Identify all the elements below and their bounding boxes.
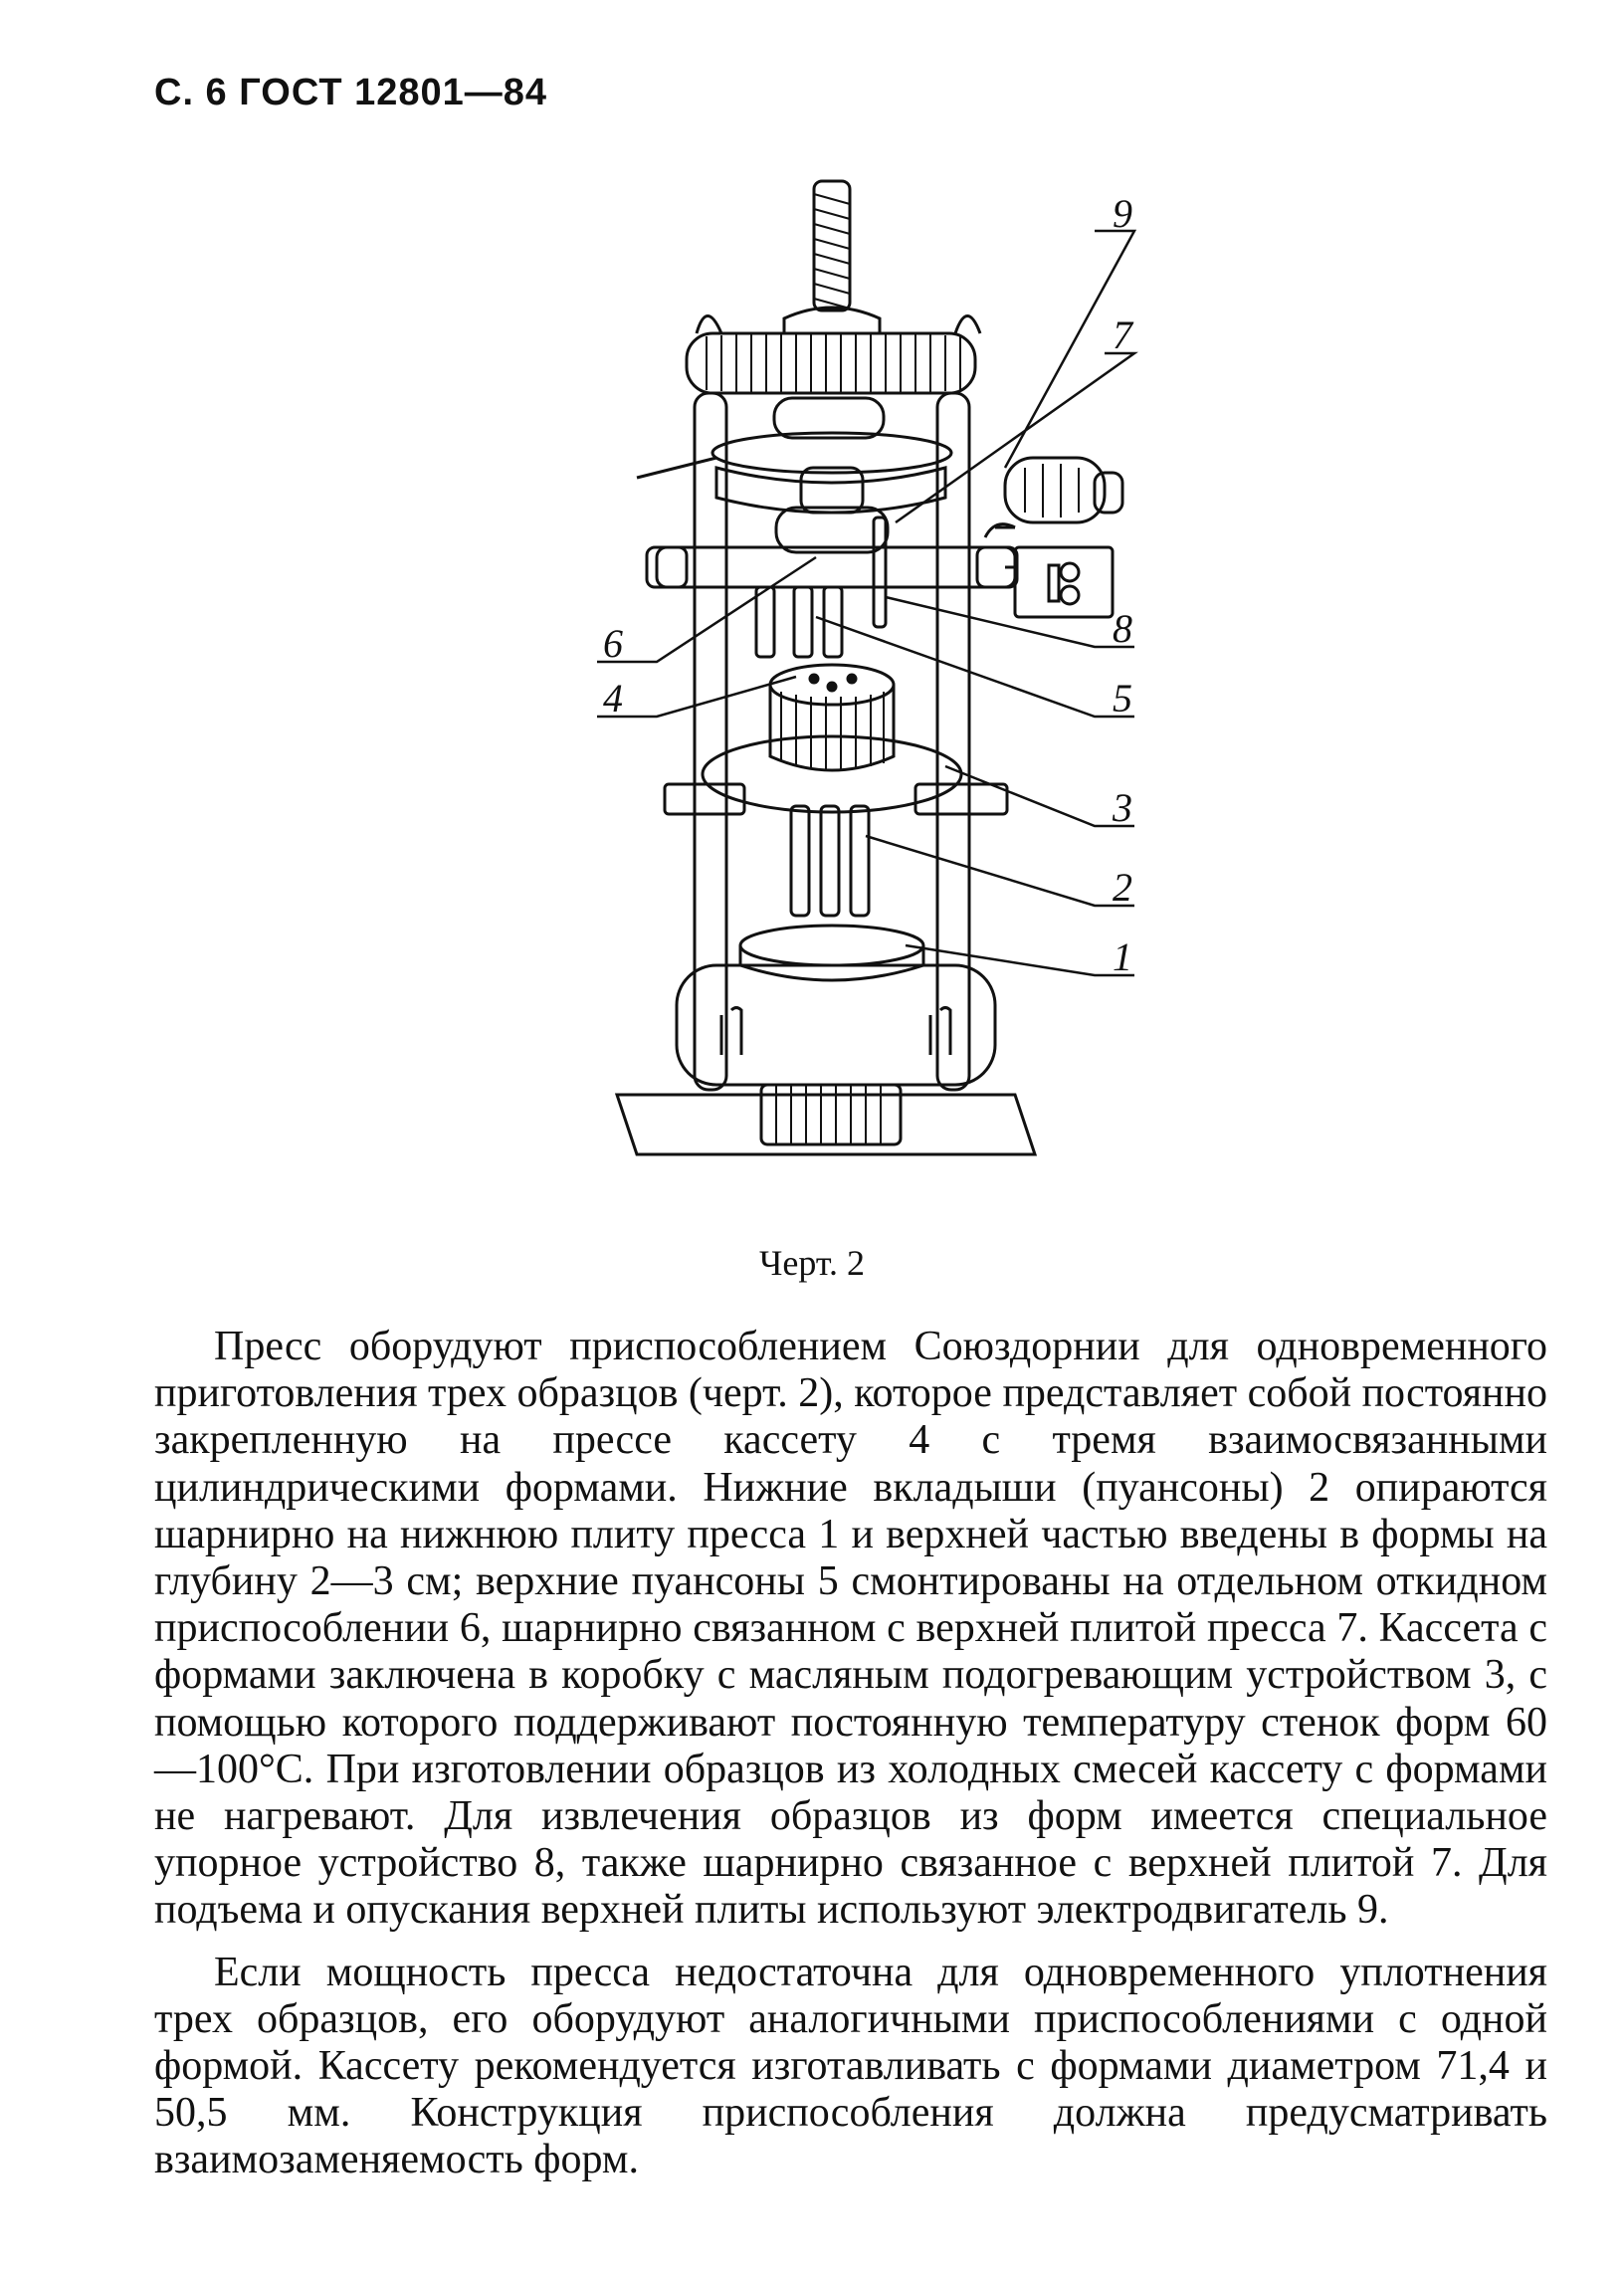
label-9: 9 (1113, 191, 1132, 236)
paragraph-1: Пресс оборудуют приспособлением Союздорнии для одновременного приготовления трех образцов (черт. 2), которое представляет собой постоянно закрепленную на прессе кассету 4 с тремя взаимосвязанными цилиндрическими формами. Нижние вкладыши (пуансоны) 2 опираются шарнирно на нижнюю плиту пресса 1 и верхней частью введены в формы на глубину 2—3 см; верхние пуансоны 5 смонтированы на отдельном откидном приспособлении 6, шарнирно связанном с верхней плитой пресса 7. Кассета с формами заключена в коробку с масляным подогревающим устройством 3, с помощью которого поддерживают постоянную температуру стенок форм 60—100°С. При изготовлении образцов из холодных смесей кассету с формами не нагревают. Для извлечения образцов из форм имеется специальное упорное устройство 8, также шарнирно связанное с верхней плитой 7. Для подъема и опускания верхней плиты используют электродвигатель 9. (154, 1324, 1548, 1934)
lower-punch-2a (791, 806, 809, 916)
motor-9 (1005, 458, 1105, 522)
body-text (154, 1324, 1547, 2184)
ejector-8 (874, 517, 886, 627)
label-3: 3 (1113, 785, 1132, 830)
label-4: 4 (603, 676, 623, 721)
figure-caption: Черт. 2 (759, 1243, 865, 1283)
top-gear-wheel (687, 333, 975, 393)
heating-ring-3 (703, 736, 961, 812)
label-8: 8 (1113, 606, 1132, 651)
label-1: 1 (1113, 934, 1132, 979)
lower-plate-1 (740, 926, 923, 965)
press-diagram-svg (577, 169, 1194, 1164)
upper-punch-5b (794, 587, 812, 657)
lower-punch-2c (851, 806, 869, 916)
label-5: 5 (1113, 676, 1132, 721)
lower-punch-2b (821, 806, 839, 916)
press-drawing (577, 169, 1194, 1164)
label-6: 6 (603, 621, 623, 666)
gear-teeth (707, 334, 960, 392)
page-header: С. 6 ГОСТ 12801—84 (154, 72, 548, 113)
label-2: 2 (1113, 865, 1132, 910)
paragraph-2: Если мощность пресса недостаточна для одновременного уплотнения трех образцов, его оборудуют аналогичными приспособлениями с одной формой. Кассету рекомендуется изготавливать с формами диаметром 71,4 и 50,5 мм. Конструкция приспособления должна предусматривать взаимозаменяемость форм. (154, 1949, 1547, 2183)
screw-threads (814, 194, 850, 309)
upper-punch-5a (756, 587, 774, 657)
label-7: 7 (1113, 312, 1132, 357)
base-housing (677, 965, 995, 1085)
control-box (1015, 547, 1113, 617)
